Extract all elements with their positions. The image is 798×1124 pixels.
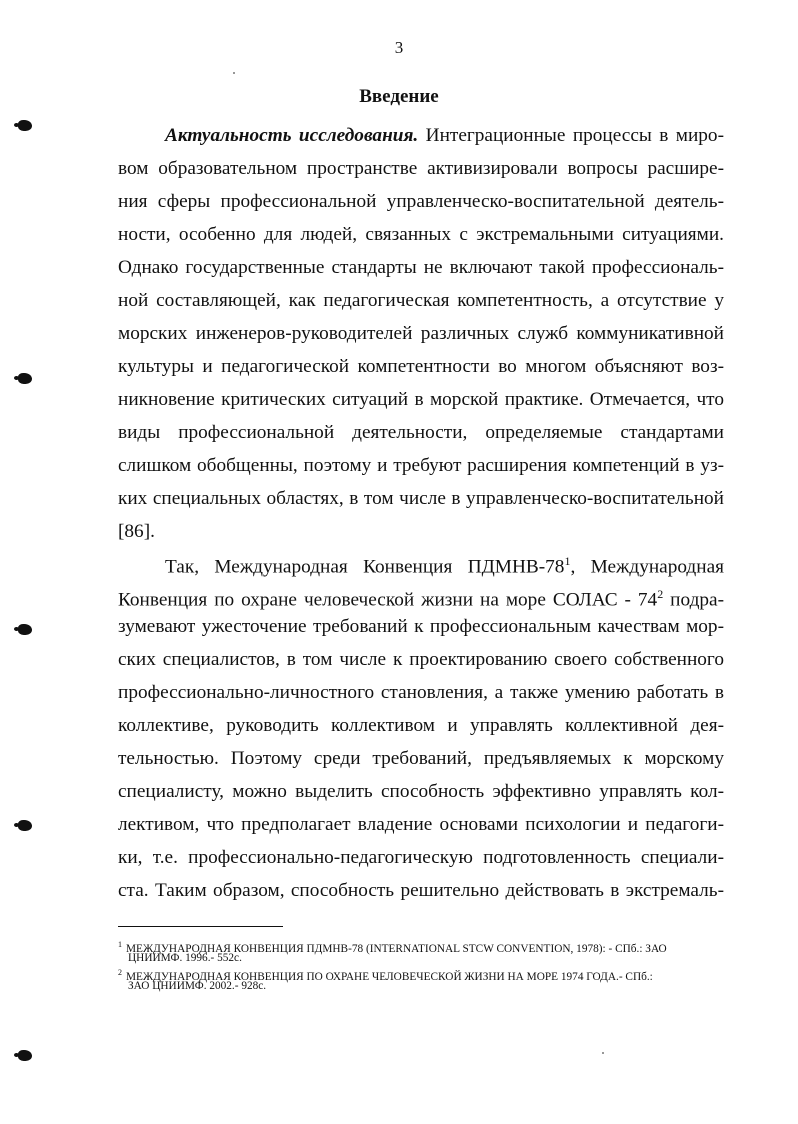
binding-mark — [18, 624, 32, 635]
footnote-marker: 1 — [118, 940, 122, 949]
footnote-marker: 2 — [118, 968, 122, 977]
footnote-1-cont: ЦНИИМФ. 1996.- 552с. — [128, 952, 242, 964]
text-line: ки, т.е. профессионально-педагогическую подготовленность специали- — [118, 847, 724, 868]
text-line: [86]. — [118, 521, 155, 542]
text-line: ских специалистов, в том числе к проектированию своего собственного — [118, 649, 724, 670]
text-span: подра- — [663, 589, 724, 611]
text-line: Однако государственные стандарты не включают такой профессиональ- — [118, 257, 724, 278]
text-span: , Международная — [570, 556, 724, 578]
text-line: морских инженеров-руководителей различных служб коммуникативной — [118, 323, 724, 344]
footnote-text: МЕЖДУНАРОДНАЯ КОНВЕНЦИЯ ПДМНВ-78 (INTERNATIONAL STCW CONVENTION, 1978): - СПб.: ЗАО — [126, 942, 667, 955]
text-line: вом образовательном пространстве активизировали вопросы расшире- — [118, 158, 724, 179]
text-line: ной составляющей, как педагогическая компетентность, а отсутствие у — [118, 290, 724, 311]
scan-speck — [233, 72, 235, 74]
text-line: ния сферы профессиональной управленческо-воспитательной деятель- — [118, 191, 724, 212]
text-line: специалисту, можно выделить способность эффективно управлять кол- — [118, 781, 724, 802]
footnote-ref-2: 2 — [657, 587, 664, 601]
text-line: коллективе, руководить коллективом и управлять коллективной дея- — [118, 715, 724, 736]
binding-mark — [18, 373, 32, 384]
text-span: Так, Международная Конвенция ПДМНВ-78 — [165, 556, 565, 578]
binding-mark — [18, 120, 32, 131]
text-line: зумевают ужесточение требований к профессиональным качествам мор- — [118, 616, 724, 637]
section-heading: Введение — [359, 86, 439, 107]
text-line: культуры и педагогической компетентности во многом объясняют воз- — [118, 356, 724, 377]
footnote-ref-1: 1 — [564, 554, 571, 568]
text-line: ких специальных областях, в том числе в управленческо-воспитательной — [118, 488, 724, 509]
text-line — [118, 582, 724, 611]
footnote-text: МЕЖДУНАРОДНАЯ КОНВЕНЦИЯ ПО ОХРАНЕ ЧЕЛОВЕЧЕСКОЙ ЖИЗНИ НА МОРЕ 1974 ГОДА.- СПб.: — [126, 970, 653, 983]
text-line: ста. Таким образом, способность решительно действовать в экстремаль- — [118, 880, 724, 901]
text-line: тельностью. Поэтому среди требований, предъявляемых к морскому — [118, 748, 724, 769]
text-line: никновение критических ситуаций в морской практике. Отмечается, что — [118, 389, 724, 410]
text-line: лективом, что предполагает владение основами психологии и педагоги- — [118, 814, 724, 835]
text-line: виды профессиональной деятельности, определяемые стандартами — [118, 422, 724, 443]
text-line — [165, 549, 724, 578]
text-line: слишком обобщенны, поэтому и требуют расширения компетенций в уз- — [118, 455, 724, 476]
text-line — [165, 124, 724, 148]
scan-speck — [602, 1052, 604, 1054]
binding-mark — [18, 1050, 32, 1061]
page-number: 3 — [394, 38, 404, 57]
text-line: профессионально-личностного становления, а также умению работать в — [118, 682, 724, 703]
text-span: Конвенция по охране человеческой жизни на море СОЛАС - 74 — [118, 589, 658, 611]
footnote-2-cont: ЗАО ЦНИИМФ. 2002.- 928с. — [128, 980, 267, 992]
lead-phrase: Актуальность исследования. — [165, 125, 419, 146]
binding-mark — [18, 820, 32, 831]
text-span: Интеграционные процессы в миро- — [418, 125, 724, 146]
text-line: ности, особенно для людей, связанных с экстремальными ситуациями. — [118, 224, 724, 245]
footnote-divider — [118, 926, 283, 927]
